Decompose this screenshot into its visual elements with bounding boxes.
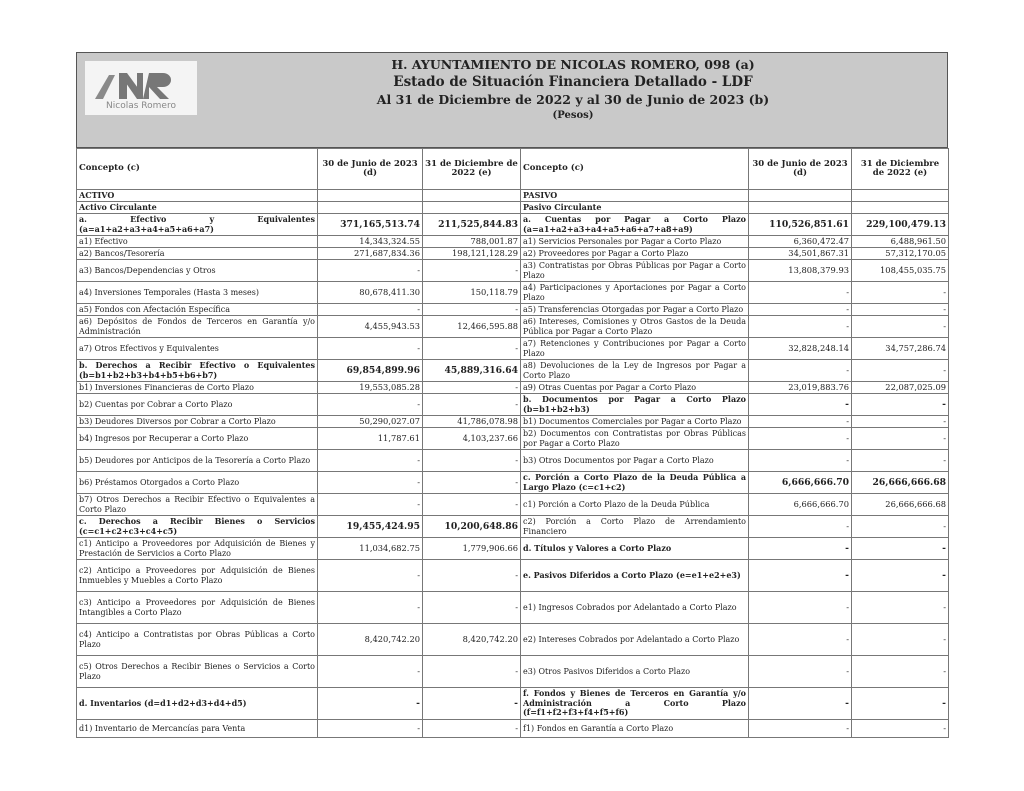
left-concept-cell: a. Efectivo y Equivalentes (a=a1+a2+a3+a4+a5+a6+a7) xyxy=(77,214,318,236)
statement-header xyxy=(76,52,948,148)
left-dec-2022-value: 10,200,648.86 xyxy=(423,516,521,538)
right-concept-cell: PASIVO xyxy=(521,190,749,202)
right-june-2023-value: 110,526,851.61 xyxy=(749,214,852,236)
right-june-2023-value: - xyxy=(749,416,852,428)
right-june-2023-value xyxy=(749,190,852,202)
right-june-2023-value: 6,666,666.70 xyxy=(749,472,852,494)
right-concept-cell: a2) Proveedores por Pagar a Corto Plazo xyxy=(521,248,749,260)
left-june-2023-value: 69,854,899.96 xyxy=(318,360,423,382)
left-concept-cell: b4) Ingresos por Recuperar a Corto Plazo xyxy=(77,428,318,450)
left-dec-2022-value: 211,525,844.83 xyxy=(423,214,521,236)
table-row xyxy=(77,382,949,394)
left-dec-2022-value: - xyxy=(423,656,521,688)
statement-table xyxy=(76,148,949,738)
right-dec-2022-value: 229,100,479.13 xyxy=(852,214,949,236)
header-concepto-left: Concepto (c) xyxy=(77,149,318,190)
left-june-2023-value: - xyxy=(318,592,423,624)
left-june-2023-value: 271,687,834.36 xyxy=(318,248,423,260)
right-concept-cell: d. Títulos y Valores a Corto Plazo xyxy=(521,538,749,560)
header-june-2023-right: 30 de Junio de 2023 (d) xyxy=(749,149,852,190)
right-june-2023-value: - xyxy=(749,394,852,416)
header-june-2023-left: 30 de Junio de 2023 (d) xyxy=(318,149,423,190)
table-row xyxy=(77,516,949,538)
right-june-2023-value: - xyxy=(749,688,852,720)
right-june-2023-value: 34,501,867.31 xyxy=(749,248,852,260)
right-concept-cell: a7) Retenciones y Contribuciones por Pagar a Corto Plazo xyxy=(521,338,749,360)
table-row xyxy=(77,360,949,382)
right-june-2023-value: - xyxy=(749,560,852,592)
left-june-2023-value: 19,455,424.95 xyxy=(318,516,423,538)
left-concept-cell: c1) Anticipo a Proveedores por Adquisición de Bienes y Prestación de Servicios a Corto Plazo xyxy=(77,538,318,560)
right-june-2023-value: - xyxy=(749,428,852,450)
left-concept-cell: a1) Efectivo xyxy=(77,236,318,248)
left-concept-cell: a5) Fondos con Afectación Específica xyxy=(77,304,318,316)
right-dec-2022-value: 26,666,666.68 xyxy=(852,472,949,494)
statement-title: Estado de Situación Financiera Detallado - LDF xyxy=(393,74,753,90)
right-june-2023-value: - xyxy=(749,450,852,472)
table-row xyxy=(77,656,949,688)
left-june-2023-value: 14,343,324.55 xyxy=(318,236,423,248)
right-dec-2022-value: - xyxy=(852,720,949,738)
right-dec-2022-value: 26,666,666.68 xyxy=(852,494,949,516)
logo-text: Nicolas Romero xyxy=(106,101,176,111)
left-concept-cell: b5) Deudores por Anticipos de la Tesorería a Corto Plazo xyxy=(77,450,318,472)
right-dec-2022-value: - xyxy=(852,656,949,688)
left-dec-2022-value: - xyxy=(423,382,521,394)
right-dec-2022-value: - xyxy=(852,316,949,338)
left-concept-cell: a3) Bancos/Dependencias y Otros xyxy=(77,260,318,282)
left-june-2023-value: 11,034,682.75 xyxy=(318,538,423,560)
table-row xyxy=(77,494,949,516)
right-dec-2022-value: - xyxy=(852,394,949,416)
left-june-2023-value: - xyxy=(318,720,423,738)
table-row xyxy=(77,394,949,416)
right-concept-cell: a8) Devoluciones de la Ley de Ingresos por Pagar a Corto Plazo xyxy=(521,360,749,382)
right-dec-2022-value: 6,488,961.50 xyxy=(852,236,949,248)
table-row xyxy=(77,720,949,738)
left-dec-2022-value: - xyxy=(423,338,521,360)
table-row xyxy=(77,450,949,472)
right-dec-2022-value: - xyxy=(852,592,949,624)
left-dec-2022-value: 41,786,078.98 xyxy=(423,416,521,428)
right-june-2023-value xyxy=(749,202,852,214)
right-dec-2022-value xyxy=(852,202,949,214)
right-concept-cell: a. Cuentas por Pagar a Corto Plazo (a=a1+a2+a3+a4+a5+a6+a7+a8+a9) xyxy=(521,214,749,236)
right-june-2023-value: - xyxy=(749,720,852,738)
right-concept-cell: f. Fondos y Bienes de Terceros en Garantía y/o Administración a Corto Plazo (f=f1+f2+f3+f4+f5+f6) xyxy=(521,688,749,720)
right-dec-2022-value: - xyxy=(852,624,949,656)
table-row xyxy=(77,624,949,656)
right-concept-cell: c. Porción a Corto Plazo de la Deuda Pública a Largo Plazo (c=c1+c2) xyxy=(521,472,749,494)
left-june-2023-value: - xyxy=(318,260,423,282)
right-dec-2022-value: - xyxy=(852,416,949,428)
left-concept-cell: d. Inventarios (d=d1+d2+d3+d4+d5) xyxy=(77,688,318,720)
table-row xyxy=(77,416,949,428)
left-concept-cell: b7) Otros Derechos a Recibir Efectivo o Equivalentes a Corto Plazo xyxy=(77,494,318,516)
left-dec-2022-value xyxy=(423,190,521,202)
left-concept-cell: a2) Bancos/Tesorería xyxy=(77,248,318,260)
left-dec-2022-value: 150,118.79 xyxy=(423,282,521,304)
left-concept-cell: b2) Cuentas por Cobrar a Corto Plazo xyxy=(77,394,318,416)
left-concept-cell: b6) Préstamos Otorgados a Corto Plazo xyxy=(77,472,318,494)
header-dec-2022-left: 31 de Diciembre de 2022 (e) xyxy=(423,149,521,190)
right-concept-cell: a4) Participaciones y Aportaciones por Pagar a Corto Plazo xyxy=(521,282,749,304)
column-header-row xyxy=(77,149,949,190)
left-dec-2022-value: - xyxy=(423,592,521,624)
table-row xyxy=(77,338,949,360)
right-concept-cell: b. Documentos por Pagar a Corto Plazo (b=b1+b2+b3) xyxy=(521,394,749,416)
right-june-2023-value: - xyxy=(749,304,852,316)
left-june-2023-value xyxy=(318,190,423,202)
left-dec-2022-value: - xyxy=(423,394,521,416)
left-dec-2022-value: 788,001.87 xyxy=(423,236,521,248)
left-june-2023-value: - xyxy=(318,560,423,592)
right-dec-2022-value: 57,312,170.05 xyxy=(852,248,949,260)
right-dec-2022-value: - xyxy=(852,360,949,382)
left-june-2023-value: - xyxy=(318,656,423,688)
right-dec-2022-value: 34,757,286.74 xyxy=(852,338,949,360)
left-june-2023-value xyxy=(318,202,423,214)
left-dec-2022-value: 198,121,128.29 xyxy=(423,248,521,260)
right-june-2023-value: - xyxy=(749,282,852,304)
left-dec-2022-value: - xyxy=(423,720,521,738)
left-concept-cell: b. Derechos a Recibir Efectivo o Equivalentes (b=b1+b2+b3+b4+b5+b6+b7) xyxy=(77,360,318,382)
right-concept-cell: e1) Ingresos Cobrados por Adelantado a Corto Plazo xyxy=(521,592,749,624)
right-concept-cell: Pasivo Circulante xyxy=(521,202,749,214)
nicolas-romero-logo xyxy=(85,61,197,115)
left-june-2023-value: 371,165,513.74 xyxy=(318,214,423,236)
left-concept-cell: a6) Depósitos de Fondos de Terceros en Garantía y/o Administración xyxy=(77,316,318,338)
right-june-2023-value: 23,019,883.76 xyxy=(749,382,852,394)
right-dec-2022-value: - xyxy=(852,560,949,592)
right-june-2023-value: 6,360,472.47 xyxy=(749,236,852,248)
left-concept-cell: ACTIVO xyxy=(77,190,318,202)
left-june-2023-value: 50,290,027.07 xyxy=(318,416,423,428)
right-dec-2022-value: - xyxy=(852,282,949,304)
left-concept-cell: c5) Otros Derechos a Recibir Bienes o Servicios a Corto Plazo xyxy=(77,656,318,688)
right-june-2023-value: - xyxy=(749,516,852,538)
right-june-2023-value: - xyxy=(749,316,852,338)
right-june-2023-value: - xyxy=(749,656,852,688)
left-june-2023-value: - xyxy=(318,304,423,316)
left-june-2023-value: - xyxy=(318,688,423,720)
left-concept-cell: c4) Anticipo a Contratistas por Obras Públicas a Corto Plazo xyxy=(77,624,318,656)
left-june-2023-value: - xyxy=(318,394,423,416)
financial-statement-sheet xyxy=(76,52,948,738)
table-row xyxy=(77,560,949,592)
statement-period: Al 31 de Diciembre de 2022 y al 30 de Junio de 2023 (b) xyxy=(376,92,770,107)
left-concept-cell: c. Derechos a Recibir Bienes o Servicios (c=c1+c2+c3+c4+c5) xyxy=(77,516,318,538)
left-dec-2022-value: 12,466,595.88 xyxy=(423,316,521,338)
left-june-2023-value: - xyxy=(318,338,423,360)
right-concept-cell: a1) Servicios Personales por Pagar a Corto Plazo xyxy=(521,236,749,248)
right-concept-cell: a6) Intereses, Comisiones y Otros Gastos de la Deuda Pública por Pagar a Corto Plazo xyxy=(521,316,749,338)
table-row xyxy=(77,316,949,338)
table-row xyxy=(77,538,949,560)
right-concept-cell: e3) Otros Pasivos Diferidos a Corto Plazo xyxy=(521,656,749,688)
left-concept-cell: c2) Anticipo a Proveedores por Adquisición de Bienes Inmuebles y Muebles a Corto Plazo xyxy=(77,560,318,592)
left-concept-cell: Activo Circulante xyxy=(77,202,318,214)
left-dec-2022-value: - xyxy=(423,260,521,282)
right-dec-2022-value: 22,087,025.09 xyxy=(852,382,949,394)
table-row xyxy=(77,236,949,248)
left-dec-2022-value: - xyxy=(423,494,521,516)
left-dec-2022-value: - xyxy=(423,688,521,720)
right-concept-cell: c2) Porción a Corto Plazo de Arrendamiento Financiero xyxy=(521,516,749,538)
right-concept-cell: a5) Transferencias Otorgadas por Pagar a Corto Plazo xyxy=(521,304,749,316)
right-dec-2022-value: - xyxy=(852,538,949,560)
table-row xyxy=(77,260,949,282)
right-dec-2022-value: - xyxy=(852,428,949,450)
table-row xyxy=(77,248,949,260)
statement-currency: (Pesos) xyxy=(552,110,594,121)
table-row xyxy=(77,428,949,450)
right-dec-2022-value xyxy=(852,190,949,202)
table-row xyxy=(77,202,949,214)
left-june-2023-value: 4,455,943.53 xyxy=(318,316,423,338)
right-june-2023-value: - xyxy=(749,538,852,560)
left-dec-2022-value: - xyxy=(423,472,521,494)
left-concept-cell: b1) Inversiones Financieras de Corto Plazo xyxy=(77,382,318,394)
left-june-2023-value: 80,678,411.30 xyxy=(318,282,423,304)
left-dec-2022-value: - xyxy=(423,560,521,592)
left-dec-2022-value: - xyxy=(423,304,521,316)
table-row xyxy=(77,190,949,202)
table-row xyxy=(77,688,949,720)
left-dec-2022-value xyxy=(423,202,521,214)
left-june-2023-value: - xyxy=(318,494,423,516)
left-dec-2022-value: 4,103,237.66 xyxy=(423,428,521,450)
right-dec-2022-value: - xyxy=(852,688,949,720)
right-concept-cell: e. Pasivos Diferidos a Corto Plazo (e=e1+e2+e3) xyxy=(521,560,749,592)
right-dec-2022-value: - xyxy=(852,516,949,538)
left-june-2023-value: 8,420,742.20 xyxy=(318,624,423,656)
right-concept-cell: a3) Contratistas por Obras Públicas por Pagar a Corto Plazo xyxy=(521,260,749,282)
right-june-2023-value: 6,666,666.70 xyxy=(749,494,852,516)
left-concept-cell: c3) Anticipo a Proveedores por Adquisición de Bienes Intangibles a Corto Plazo xyxy=(77,592,318,624)
left-dec-2022-value: 45,889,316.64 xyxy=(423,360,521,382)
table-row xyxy=(77,304,949,316)
left-june-2023-value: 19,553,085.28 xyxy=(318,382,423,394)
table-row xyxy=(77,214,949,236)
right-concept-cell: b2) Documentos con Contratistas por Obras Públicas por Pagar a Corto Plazo xyxy=(521,428,749,450)
right-concept-cell: a9) Otras Cuentas por Pagar a Corto Plazo xyxy=(521,382,749,394)
right-concept-cell: c1) Porción a Corto Plazo de la Deuda Pública xyxy=(521,494,749,516)
left-concept-cell: b3) Deudores Diversos por Cobrar a Corto Plazo xyxy=(77,416,318,428)
left-concept-cell: d1) Inventario de Mercancías para Venta xyxy=(77,720,318,738)
left-concept-cell: a4) Inversiones Temporales (Hasta 3 meses) xyxy=(77,282,318,304)
entity-title: H. AYUNTAMIENTO DE NICOLAS ROMERO, 098 (a) xyxy=(391,57,755,72)
right-concept-cell: f1) Fondos en Garantía a Corto Plazo xyxy=(521,720,749,738)
header-concepto-right: Concepto (c) xyxy=(521,149,749,190)
right-june-2023-value: 13,808,379.93 xyxy=(749,260,852,282)
table-row xyxy=(77,282,949,304)
left-dec-2022-value: 1,779,906.66 xyxy=(423,538,521,560)
right-dec-2022-value: - xyxy=(852,304,949,316)
left-dec-2022-value: - xyxy=(423,450,521,472)
right-june-2023-value: 32,828,248.14 xyxy=(749,338,852,360)
header-dec-2022-right: 31 de Diciembre de 2022 (e) xyxy=(852,149,949,190)
right-june-2023-value: - xyxy=(749,592,852,624)
left-june-2023-value: - xyxy=(318,472,423,494)
right-concept-cell: e2) Intereses Cobrados por Adelantado a Corto Plazo xyxy=(521,624,749,656)
right-june-2023-value: - xyxy=(749,360,852,382)
left-dec-2022-value: 8,420,742.20 xyxy=(423,624,521,656)
left-concept-cell: a7) Otros Efectivos y Equivalentes xyxy=(77,338,318,360)
left-june-2023-value: - xyxy=(318,450,423,472)
right-concept-cell: b3) Otros Documentos por Pagar a Corto Plazo xyxy=(521,450,749,472)
right-dec-2022-value: - xyxy=(852,450,949,472)
table-row xyxy=(77,472,949,494)
right-dec-2022-value: 108,455,035.75 xyxy=(852,260,949,282)
right-june-2023-value: - xyxy=(749,624,852,656)
table-row xyxy=(77,592,949,624)
right-concept-cell: b1) Documentos Comerciales por Pagar a Corto Plazo xyxy=(521,416,749,428)
left-june-2023-value: 11,787.61 xyxy=(318,428,423,450)
